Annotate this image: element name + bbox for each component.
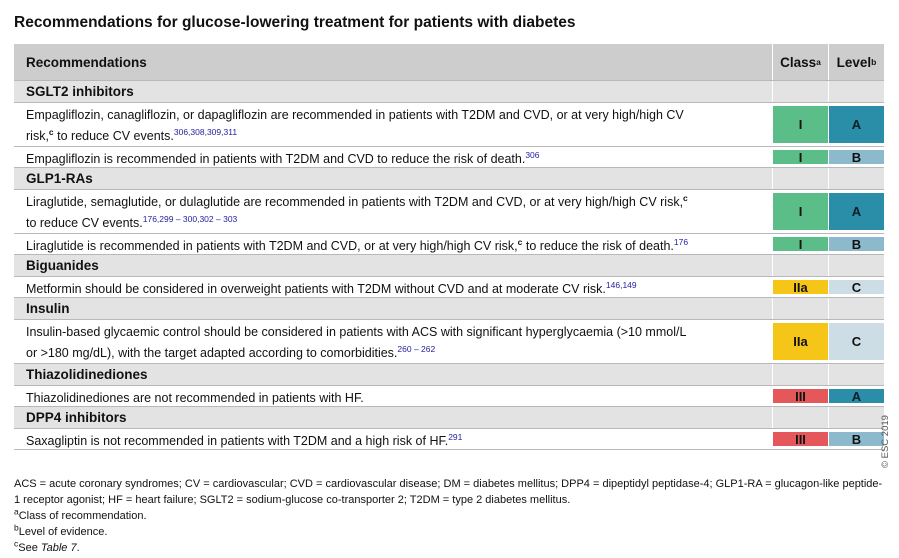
class-badge: III [773, 389, 828, 403]
section-title: DPP4 inhibitors [26, 410, 127, 425]
footnote-a: $^a$Class of recommendation. [14, 506, 147, 522]
class-cell [772, 277, 828, 297]
recommendation-text [14, 147, 772, 167]
text-part: Liraglutide is recommended in patients with T2DM and CVD, or at very high/high CV risk, [26, 239, 518, 253]
class-cell [772, 429, 828, 449]
header-level: Level b [828, 44, 884, 80]
class-badge: IIa [773, 280, 828, 294]
level-cell [828, 429, 884, 449]
recommendation-row [14, 386, 884, 407]
recommendation-row [14, 147, 884, 168]
text-part: Empagliflozin is recommended in patients with T2DM and CVD to reduce the risk of death. [26, 152, 526, 166]
class-badge: IIa [773, 323, 828, 360]
section-header-row [14, 407, 884, 429]
text-part: Saxagliptin is not recommended in patients with T2DM and a high risk of HF. [26, 434, 449, 448]
level-cell [828, 103, 884, 146]
level-badge: A [829, 389, 884, 403]
level-badge: B [829, 432, 884, 446]
table-ref-footnote: c [683, 192, 688, 203]
footnotes [14, 476, 884, 556]
section-title: GLP1-RAs [26, 171, 93, 186]
level-cell [828, 320, 884, 363]
recommendation-row [14, 277, 884, 298]
recommendation-text [14, 103, 772, 146]
section-level-cell [828, 168, 884, 189]
class-cell [772, 386, 828, 406]
class-badge: I [773, 237, 828, 251]
level-badge: A [829, 106, 884, 143]
class-cell [772, 190, 828, 233]
section-header-row [14, 364, 884, 386]
reference-citation: 146,149 [605, 279, 637, 290]
level-badge: B [829, 237, 884, 251]
class-badge: I [773, 193, 828, 230]
section-header-row [14, 298, 884, 320]
section-header-row [14, 81, 884, 103]
level-badge: C [829, 280, 884, 294]
class-cell [772, 147, 828, 167]
section-class-cell [772, 407, 828, 428]
section-title: Thiazolidinediones [26, 367, 148, 382]
level-cell [828, 386, 884, 406]
recommendation-row [14, 429, 884, 450]
class-badge: I [773, 106, 828, 143]
class-cell [772, 103, 828, 146]
level-badge: C [829, 323, 884, 360]
text-part: Thiazolidinediones are not recommended in patients with HF. [26, 391, 364, 405]
class-badge: I [773, 150, 828, 164]
reference-citation: 291 [448, 431, 463, 442]
footnote-c: $^c$See Table 7. [14, 538, 80, 554]
class-badge: III [773, 432, 828, 446]
section-title: SGLT2 inhibitors [26, 84, 134, 99]
text-part: Metformin should be considered in overweight patients with T2DM without CVD and at moderate CV risk. [26, 282, 606, 296]
text-part: to reduce CV events. [53, 129, 174, 143]
table-header [14, 44, 884, 81]
recommendation-row [14, 103, 884, 147]
level-badge: A [829, 193, 884, 230]
table-body [14, 81, 884, 450]
text-part: Liraglutide, semaglutide, or dulaglutide are recommended in patients with T2DM and CVD, or at very high/high CV risk, [26, 195, 684, 209]
section-class-cell [772, 168, 828, 189]
table-ref-footnote: c [48, 126, 54, 137]
recommendation-row [14, 234, 884, 255]
section-header-row [14, 255, 884, 277]
section-header-row [14, 168, 884, 190]
header-class: Class a [772, 44, 828, 80]
reference-citation: 176 [673, 236, 689, 247]
recommendation-row [14, 320, 884, 364]
footnote-abbreviations: ACS = acute coronary syndromes; CV = cardiovascular; CVD = cardiovascular disease; DM = diabetes mellitus; DPP4 = dipeptidyl peptidase-4; GLP1-RA = glucagon-like peptide-1 receptor agonist; HF = heart failure; SGLT2 = sodium-glucose co-transporter 2; T2DM = type 2 diabetes mellitus. [14, 478, 883, 506]
section-level-cell [828, 81, 884, 102]
section-level-cell [828, 255, 884, 276]
recommendation-text [14, 190, 772, 233]
header-recommendations: Recommendations [26, 54, 147, 70]
text-part: Empagliflozin, canagliflozin, or dapagliflozin are recommended in patients with T2DM and CVD, or at very high/high CV risk, [26, 108, 684, 143]
reference-citation: 306,308,309,311 [173, 126, 238, 137]
recommendations-table [14, 44, 884, 450]
section-title: Biguanides [26, 258, 99, 273]
section-level-cell [828, 364, 884, 385]
level-cell [828, 277, 884, 297]
recommendation-text [14, 386, 772, 406]
esc-watermark: © ESC 2019 [880, 415, 891, 468]
section-level-cell [828, 298, 884, 319]
reference-citation: 306 [525, 149, 540, 160]
level-cell [828, 190, 884, 233]
section-level-cell [828, 407, 884, 428]
section-class-cell [772, 298, 828, 319]
table-title: Recommendations for glucose-lowering treatment for patients with diabetes [14, 14, 576, 31]
text-part: Insulin-based glycaemic control should be considered in patients with ACS with significant hyperglycaemia (>10 mmol/L or >180 mg/dL), with the target adapted according to comorbidities. [26, 325, 686, 360]
reference-citation: 176,299 – 300,302 – 303 [142, 213, 238, 224]
section-title: Insulin [26, 301, 70, 316]
footnote-b: $^b$Level of evidence. [14, 522, 108, 538]
section-class-cell [772, 255, 828, 276]
text-part: to reduce CV events. [26, 216, 143, 230]
class-cell [772, 320, 828, 363]
table-ref-footnote: c [517, 236, 523, 247]
recommendation-text [14, 234, 772, 254]
reference-citation: 260 – 262 [397, 343, 436, 354]
section-class-cell [772, 364, 828, 385]
text-part: to reduce the risk of death. [522, 239, 674, 253]
level-badge: B [829, 150, 884, 164]
recommendation-text [14, 429, 772, 449]
level-cell [828, 147, 884, 167]
recommendation-text [14, 320, 772, 363]
recommendation-text [14, 277, 772, 297]
section-class-cell [772, 81, 828, 102]
class-cell [772, 234, 828, 254]
recommendation-row [14, 190, 884, 234]
level-cell [828, 234, 884, 254]
